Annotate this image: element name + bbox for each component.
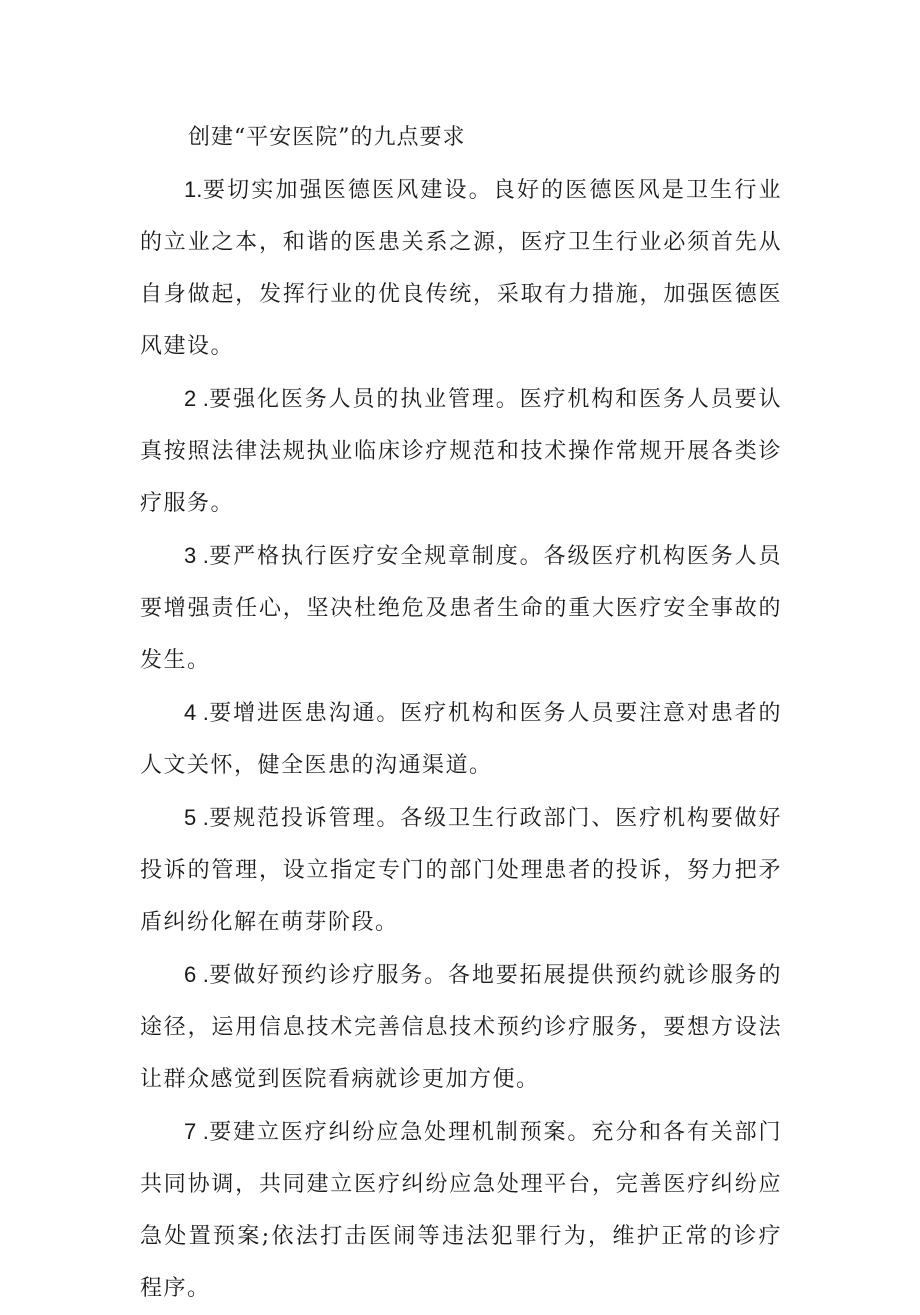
item-separator: . (196, 1119, 209, 1144)
item-body: 良好的医德医风是卫生行业的立业之本，和谐的医患关系之源，医疗卫生行业必须首先从自身做起，发挥行业的优良传统，采取有力措施，加强医德医风建设。 (140, 178, 782, 359)
list-item-6 (140, 949, 782, 1106)
list-item-5 (140, 792, 782, 949)
item-number: 6 (184, 962, 197, 987)
item-separator: . (196, 962, 209, 987)
item-separator: . (196, 543, 209, 568)
item-separator: . (196, 177, 203, 202)
item-heading: 要严格执行医疗安全规章制度。 (208, 544, 544, 569)
item-body: 各级卫生行政部门、医疗机构要做好投诉的管理，设立指定专门的部门处理患者的投诉，努力把矛盾纠纷化解在萌芽阶段。 (140, 806, 782, 935)
document-body (140, 112, 782, 1315)
item-separator: . (196, 805, 209, 830)
item-separator: . (196, 386, 209, 411)
item-body: 充分和各有关部门共同协调，共同建立医疗纠纷应急处理平台，完善医疗纠纷应急处置预案;依法打击医闹等违法犯罪行为，维护正常的诊疗程序。 (140, 1120, 782, 1301)
document-title: 创建“平安医院”的九点要求 (188, 125, 466, 150)
item-heading: 要增进医患沟通。 (208, 701, 401, 726)
item-number: 2 (184, 386, 197, 411)
item-number: 3 (184, 543, 197, 568)
list-item-4 (140, 687, 782, 792)
item-number: 4 (184, 700, 197, 725)
item-number: 5 (184, 805, 197, 830)
item-heading: 要强化医务人员的执业管理。 (208, 387, 520, 412)
item-body: 医疗机构和医务人员要注意对患者的人文关怀，健全医患的沟通渠道。 (140, 701, 782, 778)
list-item-2 (140, 373, 782, 530)
item-number: 1 (184, 177, 197, 202)
list-item-3 (140, 530, 782, 687)
item-body: 各级医疗机构医务人员要增强责任心，坚决杜绝危及患者生命的重大医疗安全事故的发生。 (140, 544, 782, 673)
item-heading: 要规范投诉管理。 (208, 806, 401, 831)
item-heading: 要切实加强医德医风建设。 (202, 178, 493, 203)
item-separator: . (196, 700, 209, 725)
item-body: 各地要拓展提供预约就诊服务的途径，运用信息技术完善信息技术预约诊疗服务，要想方设法让群众感觉到医院看病就诊更加方便。 (140, 963, 782, 1092)
item-body: 医疗机构和医务人员要认真按照法律法规执业临床诊疗规范和技术操作常规开展各类诊疗服务。 (140, 387, 782, 516)
item-heading: 要做好预约诊疗服务。 (208, 963, 449, 988)
item-number: 7 (184, 1119, 197, 1144)
list-item-1 (140, 164, 782, 373)
list-item-7 (140, 1106, 782, 1315)
item-heading: 要建立医疗纠纷应急处理机制预案。 (208, 1120, 592, 1145)
